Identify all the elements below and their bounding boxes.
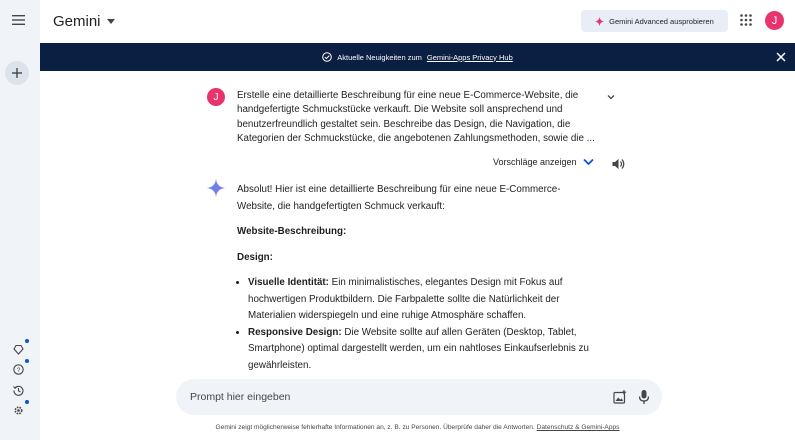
top-bar	[40, 0, 795, 43]
response-intro: Absolut! Hier ist eine detaillierte Beschreibung für eine neue E-Commerce-Website, die handgefertigten Schmuck verkauft:	[237, 184, 561, 212]
try-advanced-button[interactable]	[581, 10, 728, 32]
activity-icon	[13, 385, 24, 396]
prompt-input-container	[176, 379, 662, 415]
disclaimer-text: Gemini zeigt möglicherweise fehlerhafte Informationen an, z. B. zu Personen. Überprüfe daher die Antworten.	[215, 424, 535, 431]
response-subheading: Design:	[237, 251, 273, 263]
new-chat-button[interactable]	[5, 61, 29, 85]
user-avatar: J	[207, 88, 225, 106]
close-icon	[776, 52, 786, 62]
response-heading: Website-Beschreibung:	[237, 226, 347, 237]
show-drafts-label: Vorschläge anzeigen	[493, 157, 577, 167]
brand-label: Gemini	[53, 13, 101, 30]
response-list	[248, 275, 597, 374]
banner-close-button[interactable]	[773, 49, 789, 65]
list-item	[248, 275, 597, 325]
notification-dot	[25, 400, 29, 404]
privacy-banner	[40, 43, 795, 71]
model-switcher[interactable]	[53, 13, 115, 30]
chevron-down-icon[interactable]	[605, 91, 617, 103]
list-item	[248, 325, 597, 375]
notification-dot	[25, 359, 29, 363]
plus-icon	[12, 68, 22, 78]
speaker-icon[interactable]	[611, 157, 625, 171]
side-rail	[0, 0, 40, 440]
mic-icon[interactable]	[637, 389, 651, 405]
try-advanced-label: Gemini Advanced ausprobieren	[609, 16, 714, 26]
list-item-title: Responsive Design:	[248, 326, 342, 338]
gemini-star-icon	[207, 179, 225, 197]
check-circle-icon	[322, 52, 332, 62]
gem-manager-icon	[13, 344, 24, 355]
model-response	[237, 182, 597, 374]
list-item-text: Die Website sollte auf allen Geräten (Desktop, Tablet, Smartphone) optimal dargestellt werden, um ein nahtloses Einkaufserlebnis zu gewährleisten.	[248, 326, 589, 371]
help-icon	[13, 364, 24, 375]
account-avatar[interactable]: J	[765, 11, 784, 30]
spark-icon	[595, 17, 604, 26]
list-item-text: Ein minimalistisches, elegantes Design mit Fokus auf hochwertigen Produktbildern. Die Farbpalette sollte die Natürlichkeit der Materialien widerspiegeln und eine ruhige Atmosphäre schaffen.	[248, 277, 563, 321]
chevron-down-icon	[107, 19, 115, 24]
list-item-title: Visuelle Identität:	[248, 277, 329, 288]
apps-grid-icon[interactable]	[740, 14, 752, 26]
chevron-down-icon	[583, 158, 594, 166]
menu-button[interactable]	[6, 8, 30, 32]
svg-text:?: ?	[16, 366, 20, 374]
show-drafts-button[interactable]	[493, 157, 594, 167]
settings-icon	[13, 405, 24, 416]
disclaimer-footer	[40, 424, 795, 431]
menu-icon	[12, 15, 25, 25]
privacy-link[interactable]: Datenschutz & Gemini-Apps	[536, 424, 620, 431]
settings-button[interactable]	[6, 398, 30, 422]
image-upload-icon[interactable]	[613, 390, 627, 404]
privacy-hub-link[interactable]: Gemini-Apps Privacy Hub	[426, 52, 513, 62]
notification-dot	[25, 339, 29, 343]
prompt-input[interactable]	[190, 388, 590, 406]
banner-text: Aktuelle Neuigkeiten zum	[337, 52, 422, 62]
user-prompt-text: Erstelle eine detaillierte Beschreibung für eine neue E-Commerce-Website, die handgefertigte Schmuckstücke verkauft. Die Website soll ansprechend und benutzerfreundlich gestaltet sein. Beschreibe das Design, die Navigation, die Kategorien der Schmuckstücke, die angebotenen Zahlungsmethoden, sowie die ...	[237, 90, 595, 144]
